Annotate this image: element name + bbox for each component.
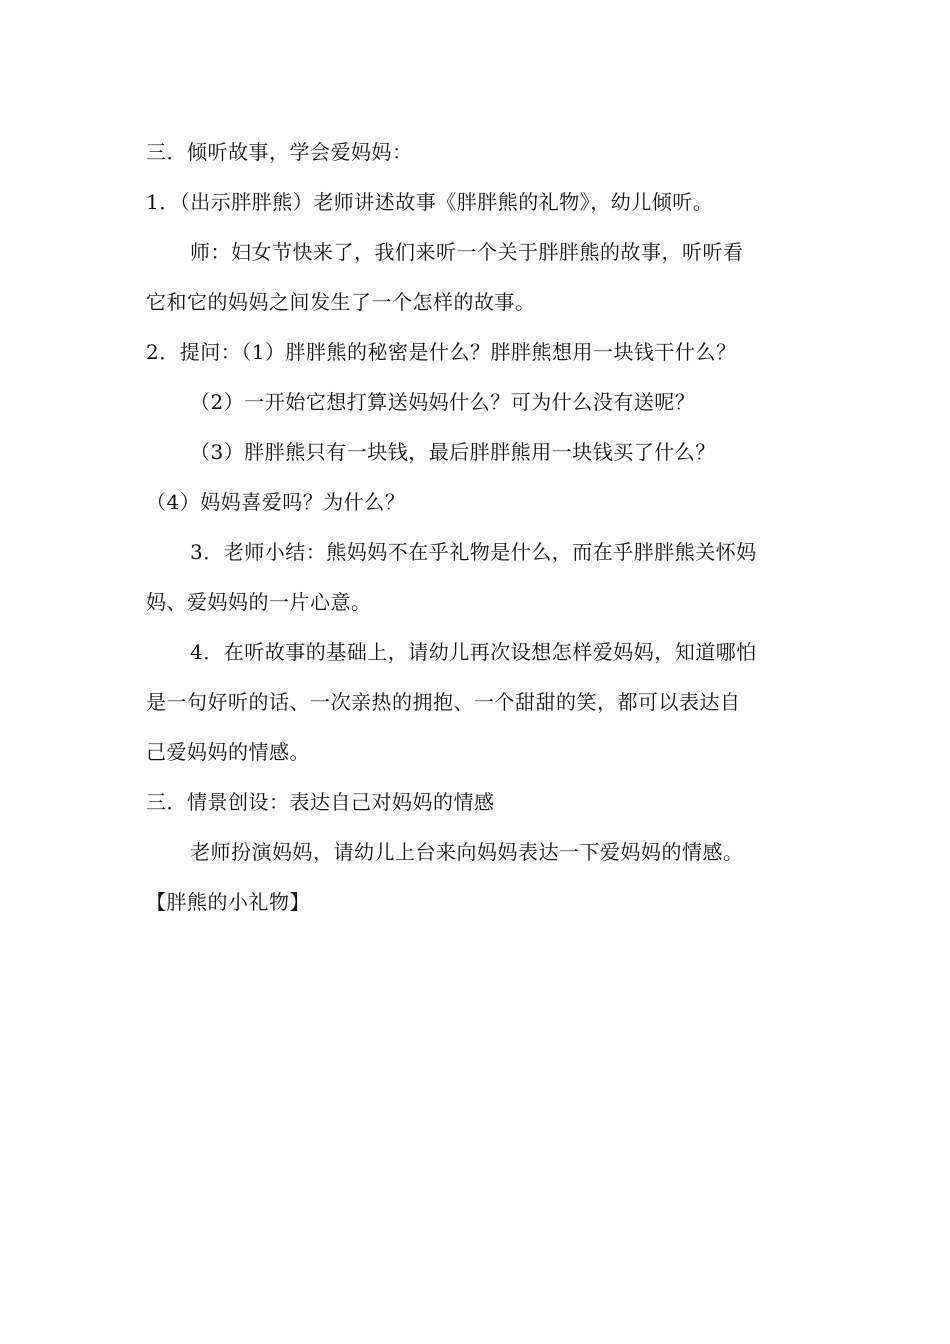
- paragraph-teacher-intro-line-1: 师：妇女节快来了，我们来听一个关于胖胖熊的故事，听听看: [190, 240, 744, 264]
- paragraph-step-4-line-3: 己爱妈妈的情感。: [146, 740, 310, 764]
- paragraph-summary-line-1: 3．老师小结：熊妈妈不在乎礼物是什么，而在乎胖胖熊关怀妈: [190, 540, 757, 564]
- paragraph-role-play: 老师扮演妈妈，请幼儿上台来向妈妈表达一下爱妈妈的情感。: [190, 840, 744, 864]
- paragraph-question-3: （3）胖胖熊只有一块钱，最后胖胖熊用一块钱买了什么？: [190, 440, 716, 464]
- paragraph-question-4: （4）妈妈喜爱吗？为什么？: [146, 490, 406, 514]
- paragraph-summary-line-2: 妈、爱妈妈的一片心意。: [146, 590, 372, 614]
- paragraph-step-1: 1．（出示胖胖熊）老师讲述故事《胖胖熊的礼物》，幼儿倾听。: [146, 190, 714, 214]
- paragraph-question-2: （2）一开始它想打算送妈妈什么？可为什么没有送呢？: [190, 390, 696, 414]
- paragraph-step-4-line-1: 4．在听故事的基础上，请幼儿再次设想怎样爱妈妈，知道哪怕: [190, 640, 757, 664]
- paragraph-step-4-line-2: 是一句好听的话、一次亲热的拥抱、一个甜甜的笑，都可以表达自: [146, 690, 741, 714]
- section-heading-listen-story: 三．倾听故事，学会爱妈妈：: [146, 140, 413, 164]
- section-heading-scenario: 三．情景创设：表达自己对妈妈的情感: [146, 790, 495, 814]
- story-title: 【胖熊的小礼物】: [146, 890, 310, 914]
- paragraph-teacher-intro-line-2: 它和它的妈妈之间发生了一个怎样的故事。: [146, 290, 536, 314]
- paragraph-question-1: 2．提问：（1）胖胖熊的秘密是什么？胖胖熊想用一块钱干什么？: [146, 340, 737, 364]
